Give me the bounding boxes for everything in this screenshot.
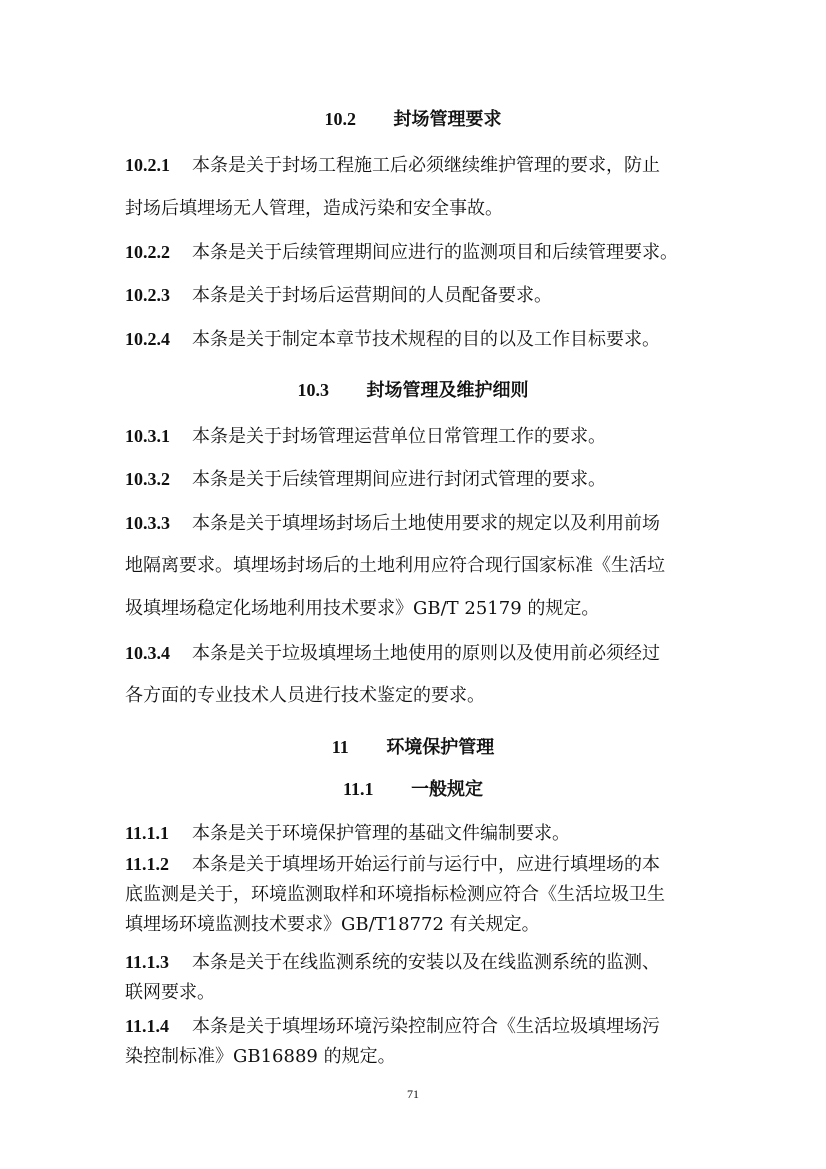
clause-10-2-1-line-2: 封场后填埋场无人管理，造成污染和安全事故。 <box>125 198 503 219</box>
heading-title: 一般规定 <box>411 779 484 800</box>
clause-11-1-2-line-1 <box>125 852 660 877</box>
heading-number: 10.2 <box>324 109 356 129</box>
chapter-heading-11 <box>0 735 826 760</box>
clause-number: 11.1.3 <box>125 952 170 972</box>
clause-number: 10.3.4 <box>125 643 170 663</box>
clause-text: 本条是关于封场管理运营单位日常管理工作的要求。 <box>192 426 606 447</box>
clause-number: 10.3.3 <box>125 513 170 533</box>
clause-11-1-4-line-2: 染控制标准》GB16889 的规定。 <box>125 1046 396 1067</box>
clause-number: 10.2.4 <box>125 329 170 349</box>
clause-11-1-1 <box>125 821 570 846</box>
clause-number: 10.2.2 <box>125 242 170 262</box>
clause-10-2-4 <box>125 327 660 352</box>
clause-10-2-2 <box>125 240 678 265</box>
clause-10-3-1 <box>125 424 606 449</box>
clause-text: 本条是关于垃圾填埋场土地使用的原则以及使用前必须经过 <box>192 643 660 664</box>
heading-title: 封场管理要求 <box>393 109 502 130</box>
clause-number: 10.3.1 <box>125 426 170 446</box>
clause-10-2-1-line-1 <box>125 153 660 178</box>
clause-11-1-2-line-3: 填埋场环境监测技术要求》GB/T18772 有关规定。 <box>125 914 540 935</box>
clause-text: 本条是关于封场工程施工后必须继续维护管理的要求，防止 <box>192 155 660 176</box>
clause-text: 本条是关于封场后运营期间的人员配备要求。 <box>192 285 552 306</box>
clause-number: 11.1.4 <box>125 1016 170 1036</box>
clause-text: 本条是关于填埋场环境污染控制应符合《生活垃圾填埋场污 <box>192 1016 660 1037</box>
clause-number: 11.1.2 <box>125 854 170 874</box>
heading-number: 11 <box>331 737 349 757</box>
clause-text: 本条是关于环境保护管理的基础文件编制要求。 <box>192 823 570 844</box>
clause-number: 10.3.2 <box>125 469 170 489</box>
clause-10-3-3-line-3: 圾填埋场稳定化场地利用技术要求》GB/T 25179 的规定。 <box>125 598 600 619</box>
clause-number: 10.2.3 <box>125 285 170 305</box>
section-heading-10-2 <box>0 107 826 132</box>
clause-number: 11.1.1 <box>125 823 170 843</box>
heading-number: 10.3 <box>297 380 329 400</box>
clause-number: 10.2.1 <box>125 155 170 175</box>
clause-10-3-3-line-2: 地隔离要求。填埋场封场后的土地利用应符合现行国家标准《生活垃 <box>125 555 665 576</box>
page-number: 71 <box>407 1087 419 1101</box>
clause-10-3-4-line-2: 各方面的专业技术人员进行技术鉴定的要求。 <box>125 685 485 706</box>
section-heading-11-1 <box>0 777 826 802</box>
clause-text: 本条是关于填埋场封场后土地使用要求的规定以及利用前场 <box>192 513 660 534</box>
clause-11-1-4-line-1 <box>125 1014 660 1039</box>
heading-title: 封场管理及维护细则 <box>366 380 529 401</box>
clause-text: 本条是关于后续管理期间应进行的监测项目和后续管理要求。 <box>192 242 678 263</box>
clause-11-1-2-line-2: 底监测是关于，环境监测取样和环境指标检测应符合《生活垃圾卫生 <box>125 884 665 905</box>
heading-number: 11.1 <box>342 779 374 799</box>
clause-11-1-3-line-2: 联网要求。 <box>125 982 215 1003</box>
clause-10-2-3 <box>125 283 552 308</box>
clause-text: 本条是关于填埋场开始运行前与运行中，应进行填埋场的本 <box>192 854 660 875</box>
section-heading-10-3 <box>0 378 826 403</box>
clause-10-3-2 <box>125 467 606 492</box>
heading-title: 环境保护管理 <box>386 737 495 758</box>
clause-10-3-4-line-1 <box>125 641 660 666</box>
clause-11-1-3-line-1 <box>125 950 660 975</box>
clause-text: 本条是关于后续管理期间应进行封闭式管理的要求。 <box>192 469 606 490</box>
clause-text: 本条是关于制定本章节技术规程的目的以及工作目标要求。 <box>192 329 660 350</box>
clause-text: 本条是关于在线监测系统的安装以及在线监测系统的监测、 <box>192 952 660 973</box>
clause-10-3-3-line-1 <box>125 511 660 536</box>
